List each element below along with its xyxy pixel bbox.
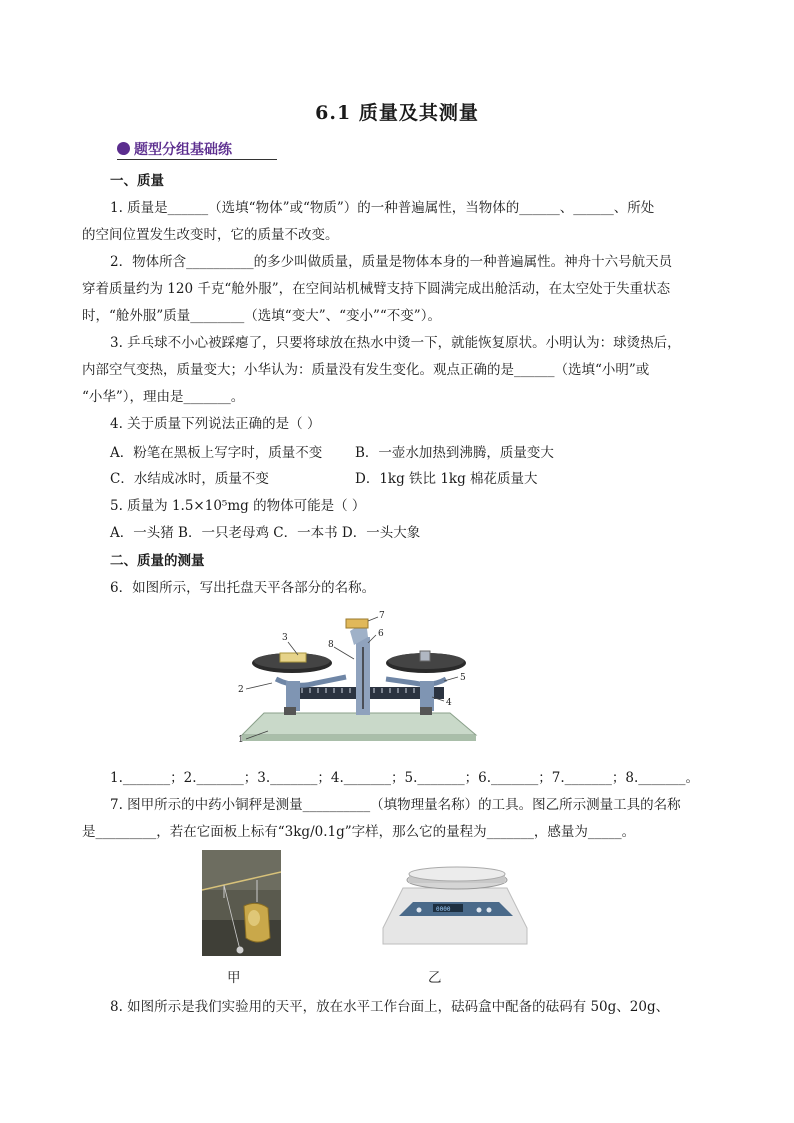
page-title: 6.1 质量及其测量 [315,102,479,124]
steelyard-photo [202,850,281,956]
q4-option-c: C．水结成冰时，质量不变 [110,471,269,487]
q8-line1: 8. 如图所示是我们实验用的天平，放在水平工作台面上，砝码盒中配备的砝码有 50g、20g、 [110,999,670,1015]
bullet-circle-icon [117,142,130,155]
q4-option-a: A．粉笔在黑板上写字时，质量不变 [110,445,323,461]
q2-line2: 穿着质量约为 120 千克“舱外服”，在空间站机械臂支持下圆满完成出舱活动，在太空处于失重状态 [82,281,671,297]
q2-line3: 时，“舱外服”质量________（选填“变大”、“变小”“不变”）。 [82,308,441,324]
caption-yi: 乙 [428,970,442,986]
q2-line1: 2．物体所含__________的多少叫做质量，质量是物体本身的一种普遍属性。神舟十六号航天员 [110,254,673,270]
callout-4: 4 [446,698,452,708]
balance-figure [236,607,486,749]
heading-mass: 一、质量 [110,173,164,189]
caption-jia: 甲 [227,970,241,986]
q5-options: A．一头猪 B．一只老母鸡 C．一本书 D．一头大象 [110,525,421,541]
callout-1: 1 [238,735,244,745]
heading-measurement: 二、质量的测量 [110,553,205,569]
callout-7: 7 [379,611,385,621]
q5-stem: 5. 质量为 1.5×10⁵mg 的物体可能是（ ） [110,498,366,514]
callout-5: 5 [460,673,466,683]
callout-8: 8 [328,640,334,650]
base-edge [242,735,476,741]
base-plate [242,713,476,735]
left-post [286,681,300,711]
weight-block [280,653,306,662]
q1-line1: 1. 质量是______（选填“物体”或“物质”）的一种普遍属性，当物体的______、______、所处 [110,200,655,216]
callout-2: 2 [238,685,244,695]
weight-box [346,619,368,628]
right-arm [386,679,446,684]
q1-line2: 的空间位置发生改变时，它的质量不改变。 [82,227,339,243]
scale-display-value: 0000 [436,906,451,913]
q3-line3: “小华”），理由是_______。 [82,389,245,405]
right-foot [420,707,432,715]
q7-line2: 是_________，若在它面板上标有“3kg/0.1g”字样，那么它的量程为_______，感量为_____。 [82,824,636,840]
electronic-scale-photo [379,858,531,950]
q6-answers: 1._______；2._______；3._______；4._______；5._______；6._______；7._______；8._______。 [110,770,700,786]
right-post [420,681,434,711]
section-tag [117,139,277,160]
q3-line1: 3. 乒乓球不小心被踩瘪了，只要将球放在热水中烫一下，就能恢复原状。小明认为：球烫热后， [110,335,681,351]
q4-stem: 4. 关于质量下列说法正确的是（ ） [110,416,321,432]
q7-line1: 7. 图甲所示的中药小铜秤是测量__________（填物理量名称）的工具。图乙所示测量工具的名称 [110,797,681,813]
callout-3: 3 [282,633,288,643]
q4-option-b: B．一壶水加热到沸腾，质量变大 [355,445,554,461]
left-foot [284,707,296,715]
q3-line2: 内部空气变热，质量变大；小华认为：质量没有发生变化。观点正确的是______（选填“小明”或 [82,362,650,378]
weight-cylinder [420,651,430,661]
q6-stem: 6．如图所示，写出托盘天平各部分的名称。 [110,580,376,596]
callout-6: 6 [378,629,384,639]
section-tag-label: 题型分组基础练 [134,142,232,158]
q4-option-d: D．1kg 铁比 1kg 棉花质量大 [355,471,538,487]
